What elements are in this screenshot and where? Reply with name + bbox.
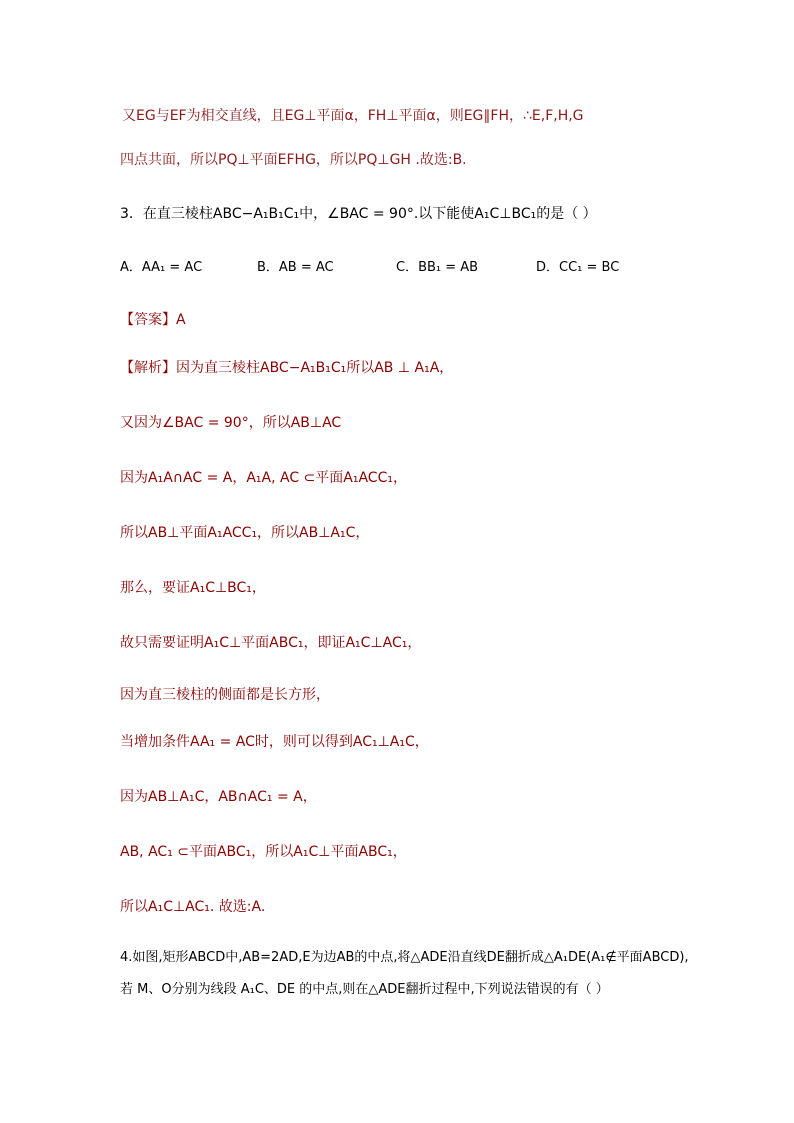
solution-line-1: 又EG与EF为相交直线，且EG⊥平面α，FH⊥平面α，则EG∥FH，∴E,F,H,G (122, 108, 584, 124)
analysis-line-8: 当增加条件AA₁ = AC时，则可以得到AC₁⊥A₁C， (120, 734, 429, 750)
analysis-line-5: 那么，要证A₁C⊥BC₁， (120, 580, 266, 596)
solution-line-2: 四点共面，所以PQ⊥平面EFHG，所以PQ⊥GH .故选:B. (120, 152, 467, 168)
option-a: A．AA₁ = AC (120, 260, 203, 275)
answer-label: 【答案】A (120, 312, 186, 328)
analysis-line-3: 因为A₁A∩AC = A，A₁A, AC ⊂平面A₁ACC₁， (120, 470, 407, 486)
analysis-line-10: AB, AC₁ ⊂平面ABC₁，所以A₁C⊥平面ABC₁， (120, 844, 407, 860)
question-3-stem: 3．在直三棱柱ABC−A₁B₁C₁中，∠BAC = 90°.以下能使A₁C⊥BC₁的是（ ） (120, 206, 597, 222)
analysis-line-11: 所以A₁C⊥AC₁. 故选:A. (120, 899, 266, 915)
analysis-line-9: 因为AB⊥A₁C，AB∩AC₁ = A， (120, 789, 317, 805)
analysis-line-6: 故只需要证明A₁C⊥平面ABC₁，即证A₁C⊥AC₁， (120, 635, 422, 651)
analysis-line-4: 所以AB⊥平面A₁ACC₁，所以AB⊥A₁C， (120, 525, 370, 541)
question-4-stem-line-2: 若 M、O分别为线段 A₁C、DE 的中点,则在△ADE翻折过程中,下列说法错误的有（ ） (120, 982, 609, 997)
option-c: C．BB₁ = AB (396, 260, 479, 275)
analysis-line-2: 又因为∠BAC = 90°，所以AB⊥AC (120, 415, 342, 431)
option-d: D．CC₁ = BC (536, 260, 620, 275)
analysis-line-1: 【解析】因为直三棱柱ABC−A₁B₁C₁所以AB ⊥ A₁A， (120, 360, 454, 376)
option-b: B．AB = AC (257, 260, 334, 275)
question-4-stem-line-1: 4.如图,矩形ABCD中,AB=2AD,E为边AB的中点,将△ADE沿直线DE翻折成△A₁DE(A₁∉平面ABCD), (120, 950, 689, 965)
analysis-line-7: 因为直三棱柱的侧面都是长方形， (120, 687, 330, 703)
